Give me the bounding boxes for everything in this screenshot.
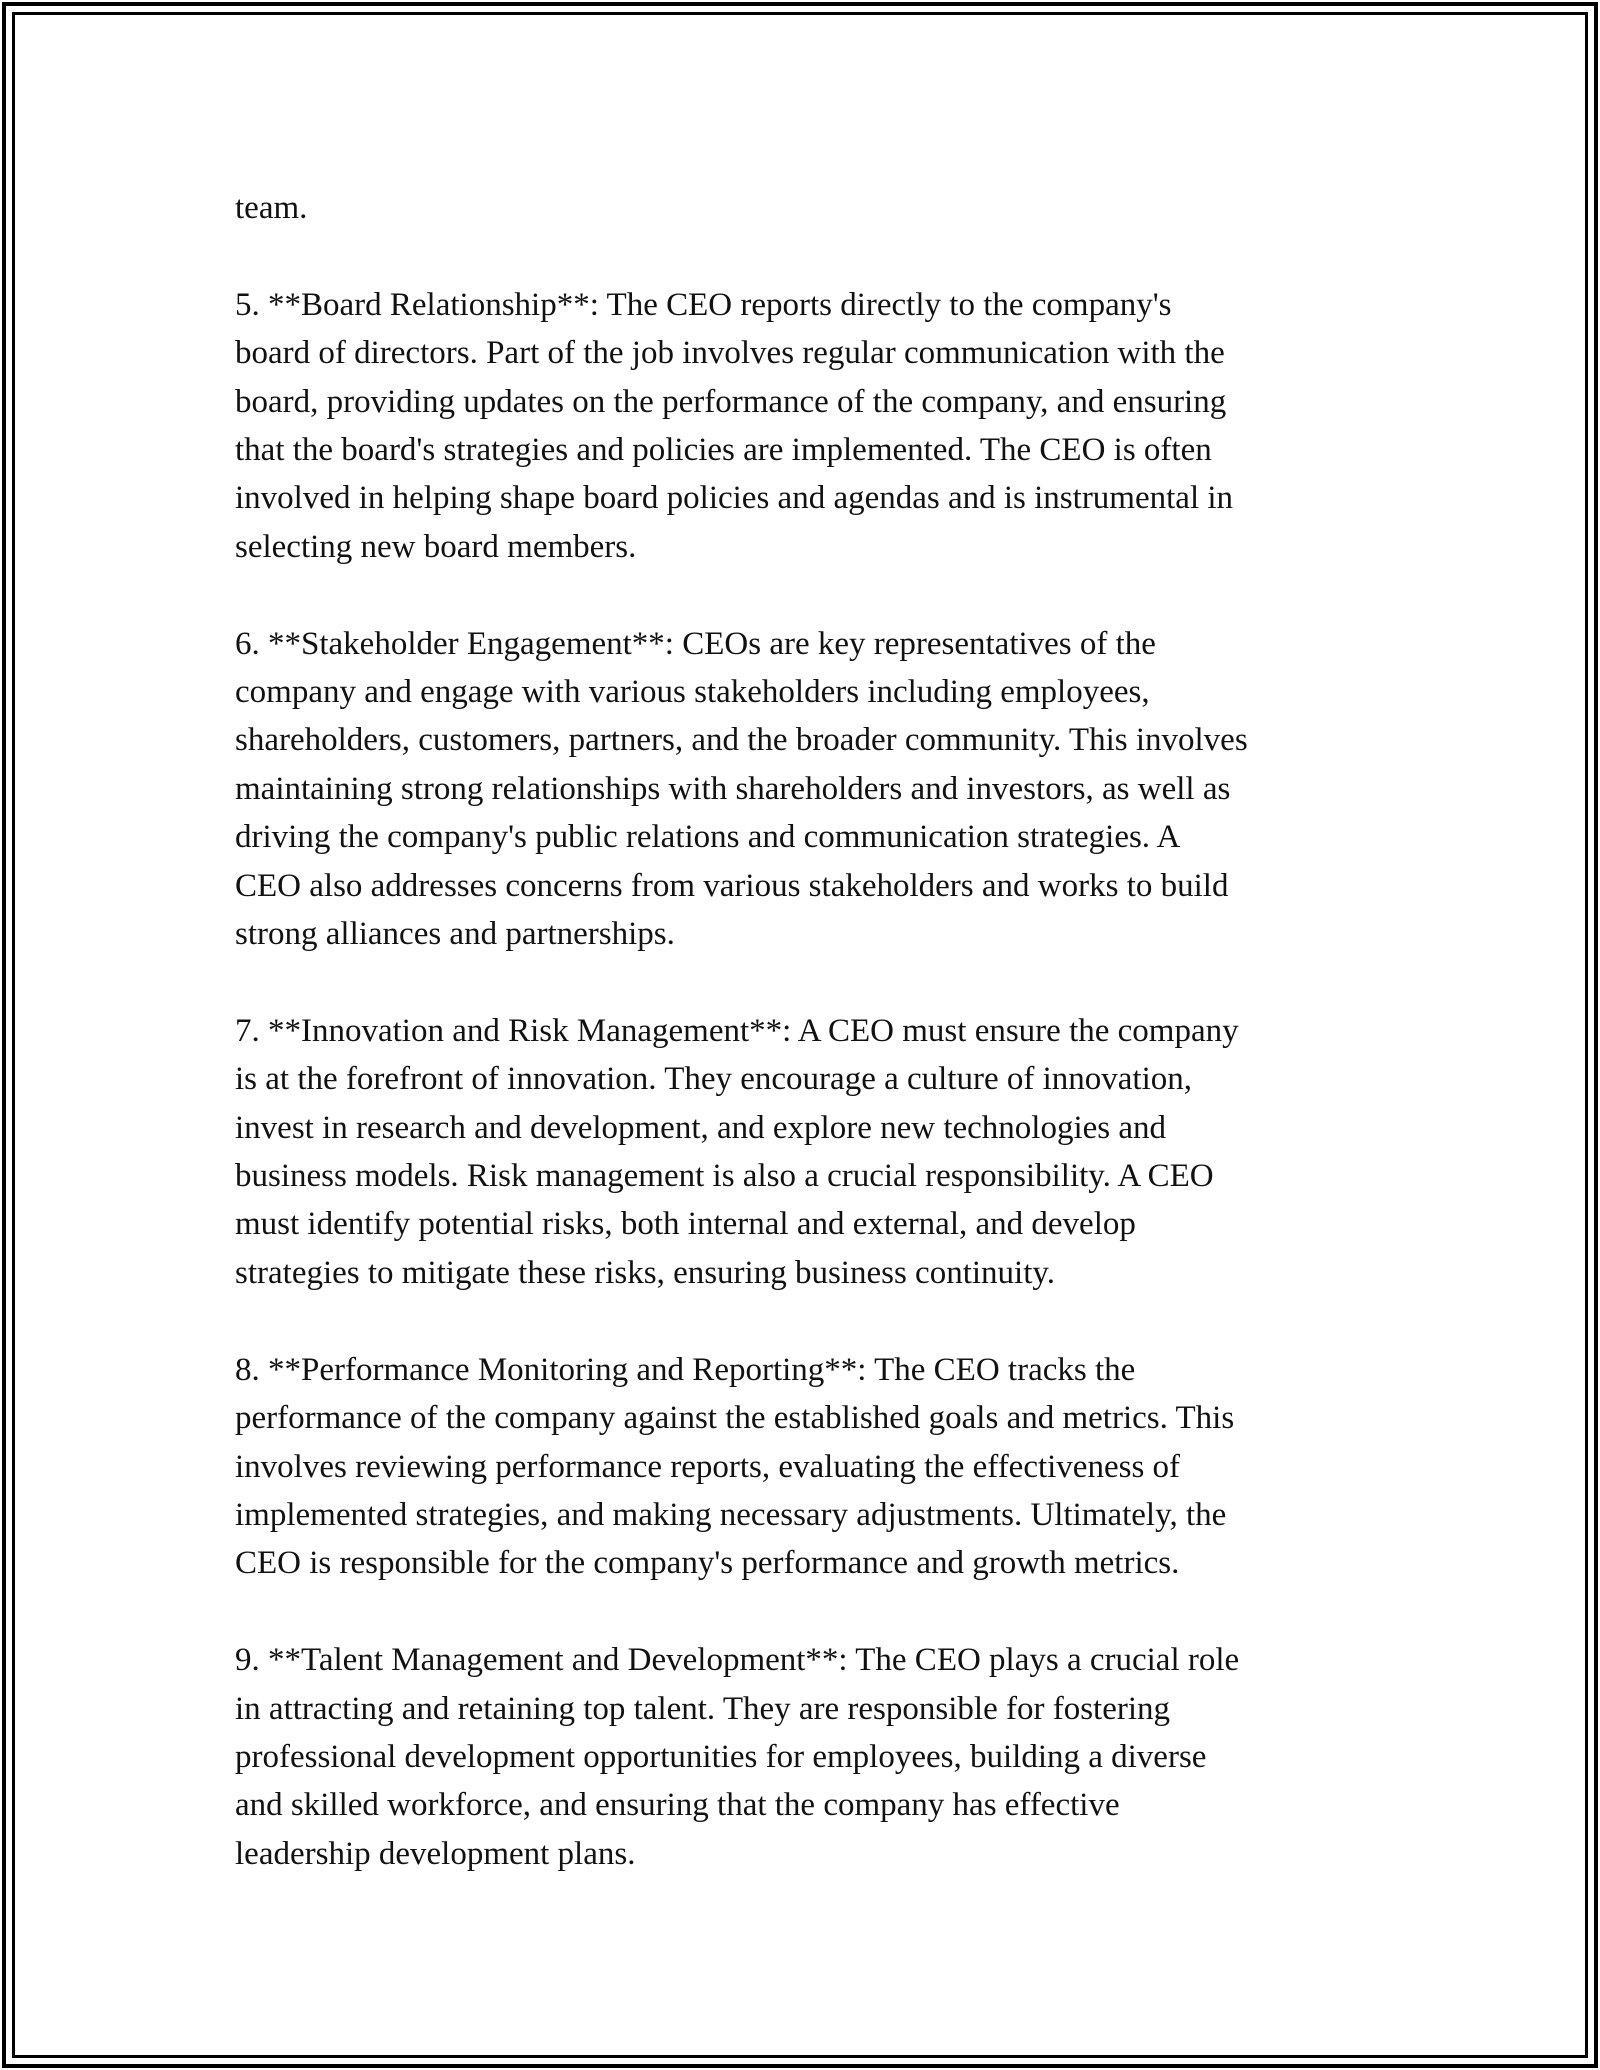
- document-body: [235, 184, 1385, 1878]
- paragraph-board-relationship: 5. **Board Relationship**: The CEO reports directly to the company's board of directors. Part of the job involves regular communication with the board, providing updates on the performance of the company, and ensuring that the board's strategies and policies are implemented. The CEO is often involved in helping shape board policies and agendas and is instrumental in selecting new board members.: [235, 286, 1234, 565]
- paragraph-innovation-risk-management: 7. **Innovation and Risk Management**: A CEO must ensure the company is at the forefront of innovation. They encourage a culture of innovation, invest in research and development, and explore new technologies and business models. Risk management is also a crucial responsibility. A CEO must identify potential risks, both internal and external, and develop strategies to mitigate these risks, ensuring business continuity.: [235, 1012, 1239, 1291]
- paragraph-talent-management: 9. **Talent Management and Development**: The CEO plays a crucial role in attracting and retaining top talent. They are responsible for fostering professional development opportunities for employees, building a diverse and skilled workforce, and ensuring that the company has effective leadership development plans.: [235, 1642, 1240, 1872]
- paragraph-continuation: team.: [235, 190, 308, 226]
- paragraph-stakeholder-engagement: 6. **Stakeholder Engagement**: CEOs are key representatives of the company and engage with various stakeholders including employees, shareholders, customers, partners, and the broader community. This involves maintaining strong relationships with shareholders and investors, as well as driving the company's public relations and communication strategies. A CEO also addresses concerns from various stakeholders and works to build strong alliances and partnerships.: [235, 625, 1248, 953]
- paragraph-performance-monitoring: 8. **Performance Monitoring and Reporting**: The CEO tracks the performance of the company against the established goals and metrics. This involves reviewing performance reports, evaluating the effectiveness of implemented strategies, and making necessary adjustments. Ultimately, the CEO is responsible for the company's performance and growth metrics.: [235, 1351, 1235, 1582]
